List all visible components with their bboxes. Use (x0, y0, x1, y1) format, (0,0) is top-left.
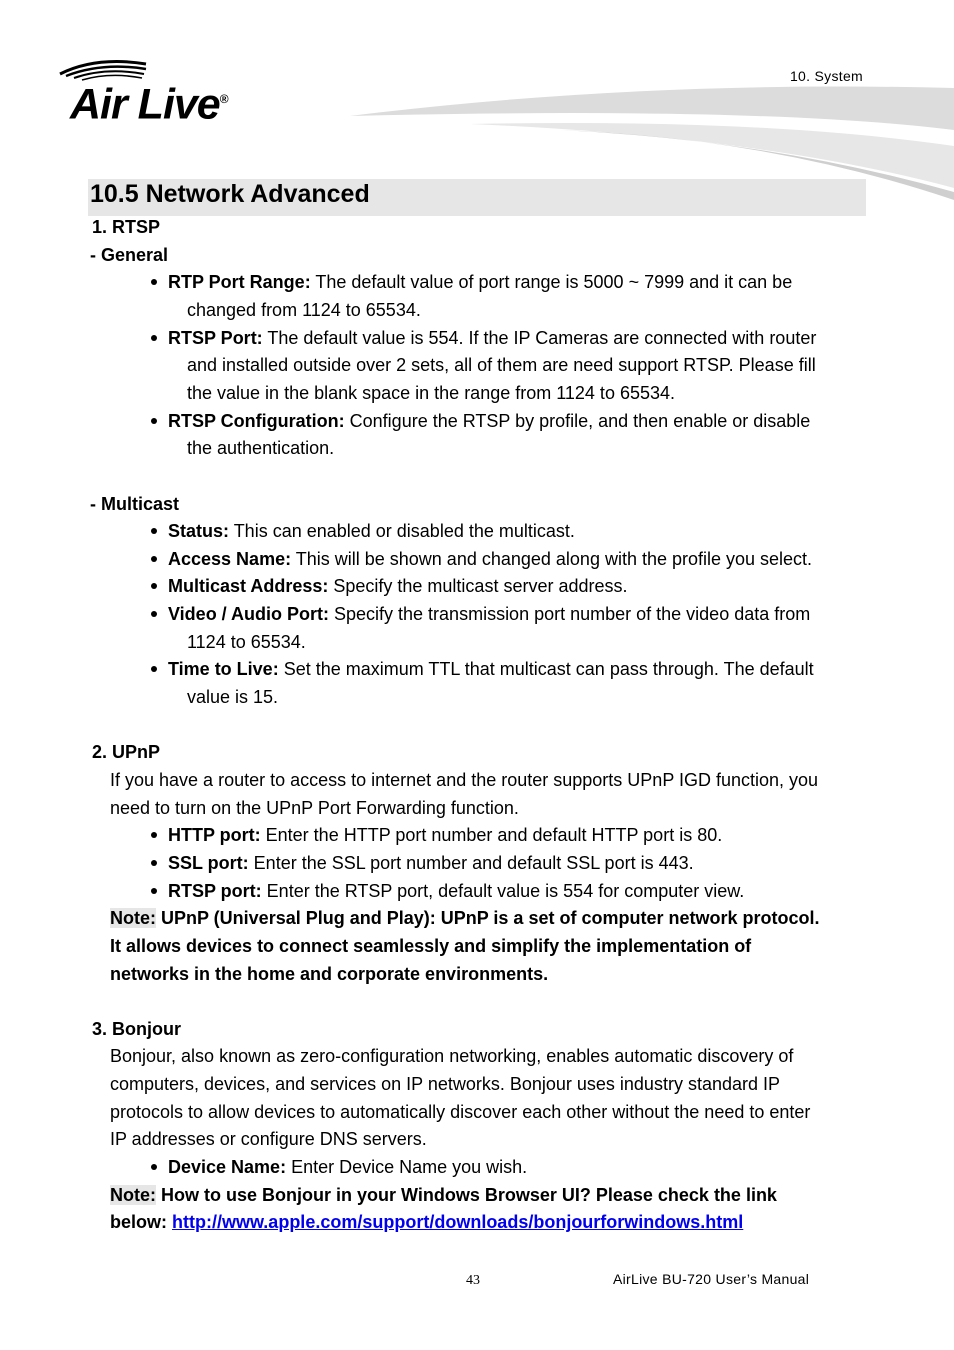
bonjour-intro: computers, devices, and services on IP networks. Bonjour uses industry standard IP (110, 1074, 780, 1094)
bonjour-heading: 3. Bonjour (92, 1019, 181, 1039)
rtsp-heading: 1. RTSP (92, 217, 161, 237)
bonjour-intro: protocols to allow devices to automatically discover each other without the need to enter (110, 1102, 811, 1122)
rtp-port-range-cont: changed from 1124 to 65534. (187, 300, 421, 320)
rtsp-configuration-item: RTSP Configuration: Configure the RTSP by profile, and then enable or disable (168, 411, 811, 431)
bonjour-intro: IP addresses or configure DNS servers. (110, 1129, 427, 1149)
upnp-intro: If you have a router to access to internet and the router supports UPnP IGD function, you (110, 770, 819, 790)
bonjour-download-link[interactable]: http://www.apple.com/support/downloads/bonjourforwindows.html (172, 1212, 744, 1232)
note-label: Note: (110, 1185, 156, 1205)
bullet-icon (151, 335, 157, 341)
video-audio-port-cont: 1124 to 65534. (187, 632, 306, 652)
time-to-live-item: Time to Live: Set the maximum TTL that multicast can pass through. The default (168, 659, 814, 679)
bullet-icon (151, 556, 157, 562)
bullet-icon (151, 888, 157, 894)
rtp-port-range-item: RTP Port Range: The default value of port range is 5000 ~ 7999 and it can be (168, 272, 793, 292)
page-number: 43 (466, 1273, 480, 1288)
upnp-heading: 2. UPnP (92, 742, 161, 762)
bullet-icon (151, 666, 157, 672)
time-to-live-cont: value is 15. (187, 687, 279, 707)
manual-title: AirLive BU-720 User’s Manual (613, 1271, 810, 1287)
general-subheading: - General (90, 245, 169, 265)
rtsp-port-upnp-item: RTSP port: Enter the RTSP port, default value is 554 for computer view. (168, 881, 745, 901)
video-audio-port-item: Video / Audio Port: Specify the transmission port number of the video data from (168, 604, 811, 624)
upnp-note-cont: It allows devices to connect seamlessly and simplify the implementation of (110, 936, 752, 956)
ssl-port-item: SSL port: Enter the SSL port number and default SSL port is 443. (168, 853, 694, 873)
chapter-label: 10. System (789, 68, 863, 84)
upnp-note-cont: networks in the home and corporate environments. (110, 964, 549, 984)
bullet-icon (151, 860, 157, 866)
bonjour-intro: Bonjour, also known as zero-configuration networking, enables automatic discovery of (110, 1046, 794, 1066)
rtsp-port-cont: and installed outside over 2 sets, all of them are need support RTSP. Please fill (187, 355, 816, 375)
bullet-icon (151, 832, 157, 838)
bullet-icon (151, 1164, 157, 1170)
note-label: Note: (110, 908, 156, 928)
access-name-item: Access Name: This will be shown and changed along with the profile you select. (168, 549, 813, 569)
rtsp-configuration-cont: the authentication. (187, 438, 335, 458)
bonjour-note: Note: How to use Bonjour in your Windows Browser UI? Please check the link (110, 1185, 777, 1205)
upnp-note: Note: UPnP (Universal Plug and Play): UPnP is a set of computer network protocol. (110, 908, 820, 928)
bullet-icon (151, 583, 157, 589)
http-port-item: HTTP port: Enter the HTTP port number and default HTTP port is 80. (168, 825, 723, 845)
upnp-intro: need to turn on the UPnP Port Forwarding function. (110, 798, 519, 818)
bullet-icon (151, 528, 157, 534)
bonjour-note-cont: below: http://www.apple.com/support/downloads/bonjourforwindows.html (110, 1212, 744, 1232)
section-title: 10.5 Network Advanced (90, 180, 370, 208)
bullet-icon (151, 418, 157, 424)
logo-wordmark: Air Live® (70, 80, 228, 129)
multicast-address-item: Multicast Address: Specify the multicast server address. (168, 576, 628, 596)
rtsp-port-item: RTSP Port: The default value is 554. If the IP Cameras are connected with router (168, 328, 817, 348)
bullet-icon (151, 279, 157, 285)
bullet-icon (151, 611, 157, 617)
device-name-item: Device Name: Enter Device Name you wish. (168, 1157, 528, 1177)
multicast-subheading: - Multicast (90, 494, 180, 514)
rtsp-port-cont: the value in the blank space in the range from 1124 to 65534. (187, 383, 676, 403)
multicast-status-item: Status: This can enabled or disabled the multicast. (168, 521, 575, 541)
